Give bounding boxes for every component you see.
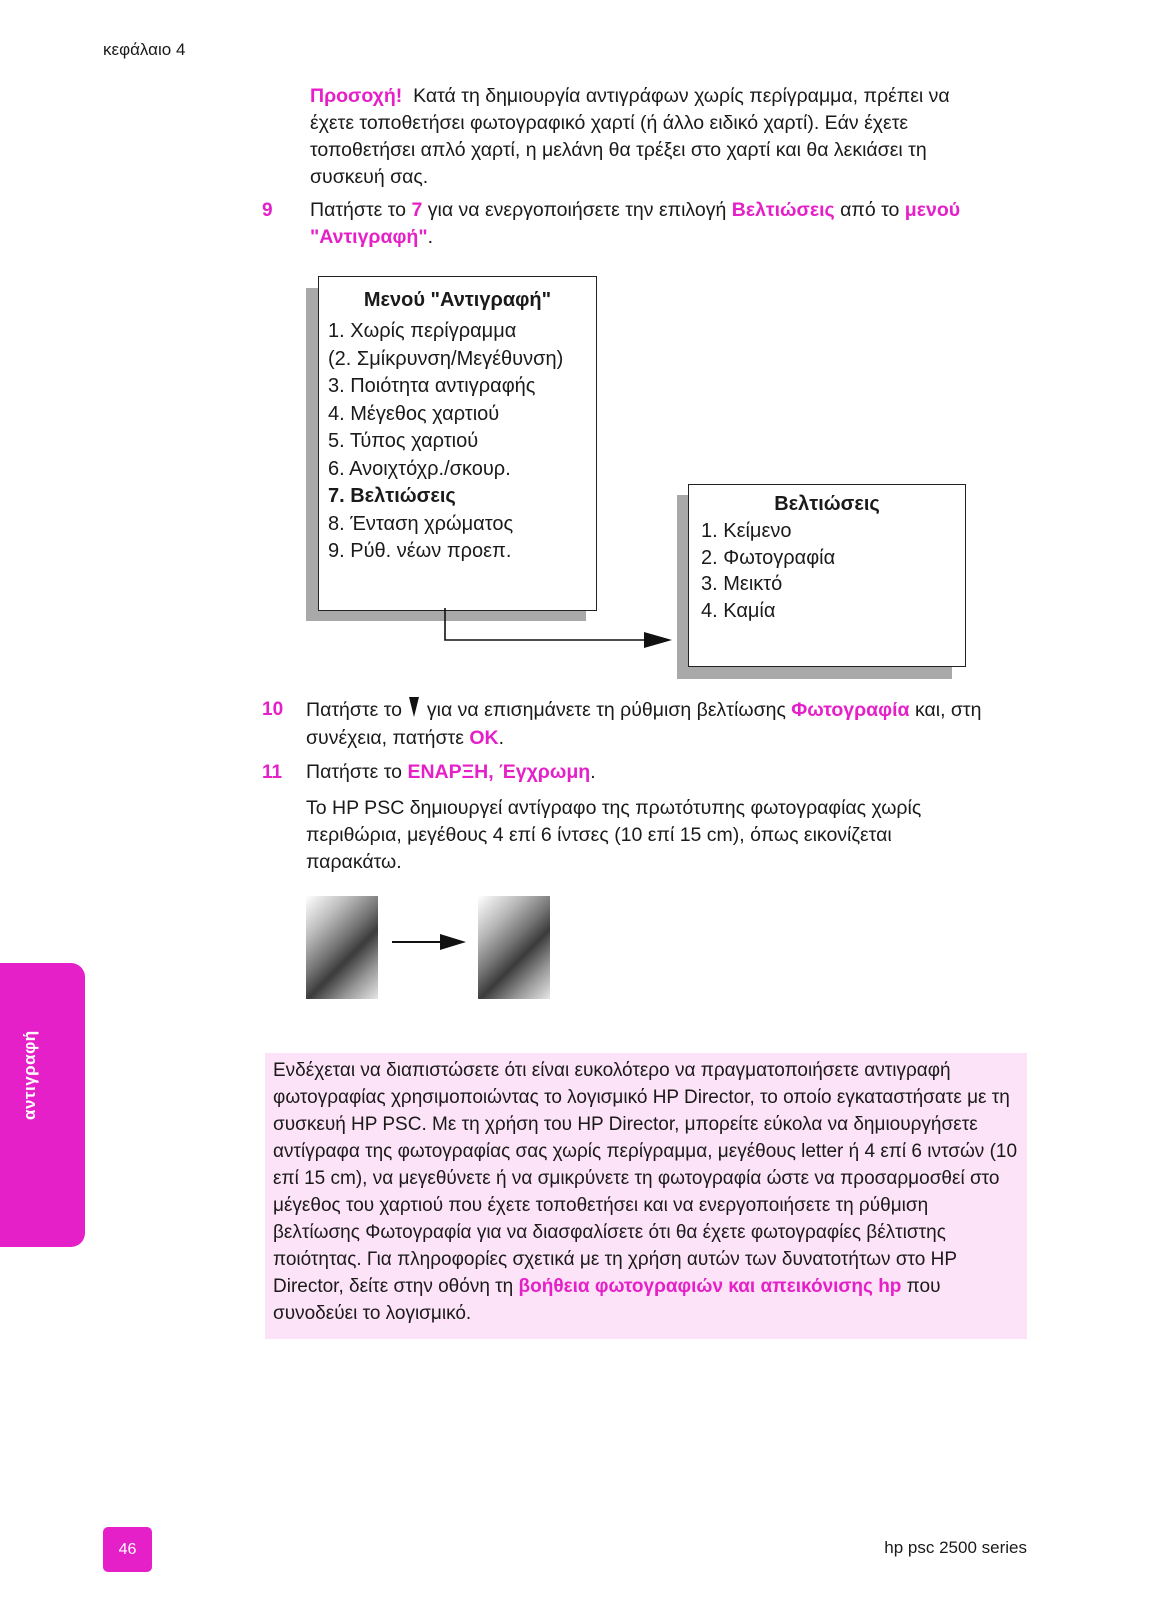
step-text: .: [498, 727, 505, 749]
section-tab-label: αντιγραφή: [20, 1030, 39, 1120]
menu-connector-arrow: [440, 608, 680, 658]
enh-menu-box: [688, 484, 966, 667]
copy-menu-box: [318, 276, 597, 611]
step-text: .: [590, 761, 596, 783]
tip-body: Ενδέχεται να διαπιστώσετε ότι είναι ευκολότερο να πραγματοποιήσετε αντιγραφή φωτογραφίας χρησιμοποιώντας το λογισμικό HP Director, το οποίο εγκαταστήσατε με τη συσκευή HP PSC. Με τη χρήση του HP Director, μπορείτε εύκολα να δημιουργήσετε αντίγραφα της φωτογραφίας σας χωρίς περίγραμμα, μεγέθους letter ή 4 επί 6 ιντσών (10 επί 15 cm), να μεγεθύνετε ή να σμικρύνετε τη φωτογραφία ώστε να προσαρμοσθεί στο μέγεθος του χαρτιού που έχετε τοποθετήσει και να ενεργοποιήσετε τη ρύθμιση βελτίωσης Φωτογραφία για να διασφαλίσετε ότι θα έχετε φωτογραφίες βέλτιστης ποιότητας. Για πληροφορίες σχετικά με τη χρήση αυτών των δυνατοτήτων στο HP Director, δείτε στην οθόνη τη: [273, 1060, 1018, 1297]
section-tab: [0, 963, 85, 1247]
copy-menu-title: Μενού "Αντιγραφή": [363, 289, 552, 311]
copy-menu-item: 5. Τύπος χαρτιού: [328, 430, 479, 452]
tiger-image: [306, 896, 378, 999]
enh-menu-item: 1. Κείμενο: [701, 520, 792, 542]
step-number: 9: [262, 200, 273, 221]
key-label: OK: [469, 727, 499, 749]
warning-label: Προσοχή!: [310, 85, 403, 107]
copy-menu-item: 8. Ένταση χρώματος: [328, 512, 514, 535]
key-label: ΕΝΑΡΞΗ, Έγχρωμη: [407, 761, 591, 783]
step-text: Πατήστε το: [306, 699, 408, 722]
step-text: από το: [834, 199, 905, 221]
step-text: για να επισημάνετε τη ρύθμιση βελτίωσης: [421, 699, 792, 722]
copy-menu-item: (2. Σμίκρυνση/Μεγέθυνση): [328, 347, 564, 370]
copy-menu-item: 7. Βελτιώσεις: [328, 485, 456, 507]
down-arrow-icon: [407, 697, 421, 725]
copied-photo: [478, 896, 550, 999]
step-text: .: [427, 226, 433, 248]
product-name: hp psc 2500 series: [884, 1538, 1027, 1557]
option-label: Φωτογραφία: [791, 699, 910, 722]
step-text: Πατήστε το: [310, 199, 412, 221]
step-11-paragraph: Το HP PSC δημιουργεί αντίγραφο της πρωτότυπης φωτογραφίας χωρίς περιθώρια, μεγέθους 4 επί 6 ίντσες (10 επί 15 cm), όπως εικονίζεται παρακάτω.: [306, 797, 922, 873]
copy-menu-list: [328, 318, 563, 566]
original-photo: [306, 896, 378, 999]
enh-menu-list: [701, 518, 835, 624]
enh-menu-title: Βελτιώσεις: [774, 493, 880, 515]
chapter-header: κεφάλαιο 4: [103, 40, 186, 59]
copy-menu-item: 6. Ανοιχτόχρ./σκουρ.: [328, 457, 511, 480]
warning-text: Κατά τη δημιουργία αντιγράφων χωρίς περίγραμμα, πρέπει να έχετε τοποθετήσει φωτογραφικό χαρτί (ή άλλο ειδικό χαρτί). Εάν έχετε τοποθετήσει απλό χαρτί, η μελάνη θα τρέξει στο χαρτί και θα λεκιάσει τη συσκευή σας.: [310, 85, 950, 188]
key-label: 7: [411, 199, 423, 221]
option-label: Βελτιώσεις: [731, 199, 835, 221]
step-text: Πατήστε το: [306, 761, 408, 783]
tip-tail: που συνοδεύει το λογισμικό.: [273, 1276, 941, 1324]
copy-result-arrow: [392, 930, 468, 954]
enh-menu-item: 3. Μεικτό: [701, 573, 783, 595]
step-9-text: [310, 197, 990, 251]
help-link[interactable]: βοήθεια φωτογραφιών και απεικόνισης hp: [518, 1276, 902, 1297]
step-10-text: [306, 697, 1006, 752]
page-number-badge: 46: [103, 1527, 152, 1572]
enh-menu-item: 4. Καμία: [701, 599, 776, 622]
tip-text: [273, 1057, 1019, 1327]
copy-menu-item: 4. Μέγεθος χαρτιού: [328, 402, 500, 425]
step-number: 11: [262, 762, 283, 783]
step-text: για να ενεργοποιήσετε την επιλογή: [422, 199, 732, 221]
warning-paragraph: [310, 83, 950, 191]
tiger-image: [478, 896, 550, 999]
step-text: και, στη συνέχεια, πατήστε: [306, 699, 982, 749]
copy-menu-item: 3. Ποιότητα αντιγραφής: [328, 375, 536, 397]
enh-menu-item: 2. Φωτογραφία: [701, 546, 836, 569]
menu-label: μενού "Αντιγραφή": [310, 199, 961, 248]
copy-menu-item: 9. Ρύθ. νέων προεπ.: [328, 540, 512, 562]
tip-box: [265, 1053, 1027, 1339]
step-11-text: [306, 759, 596, 786]
step-number: 10: [262, 699, 284, 720]
copy-menu-item: 1. Χωρίς περίγραμμα: [328, 320, 517, 342]
